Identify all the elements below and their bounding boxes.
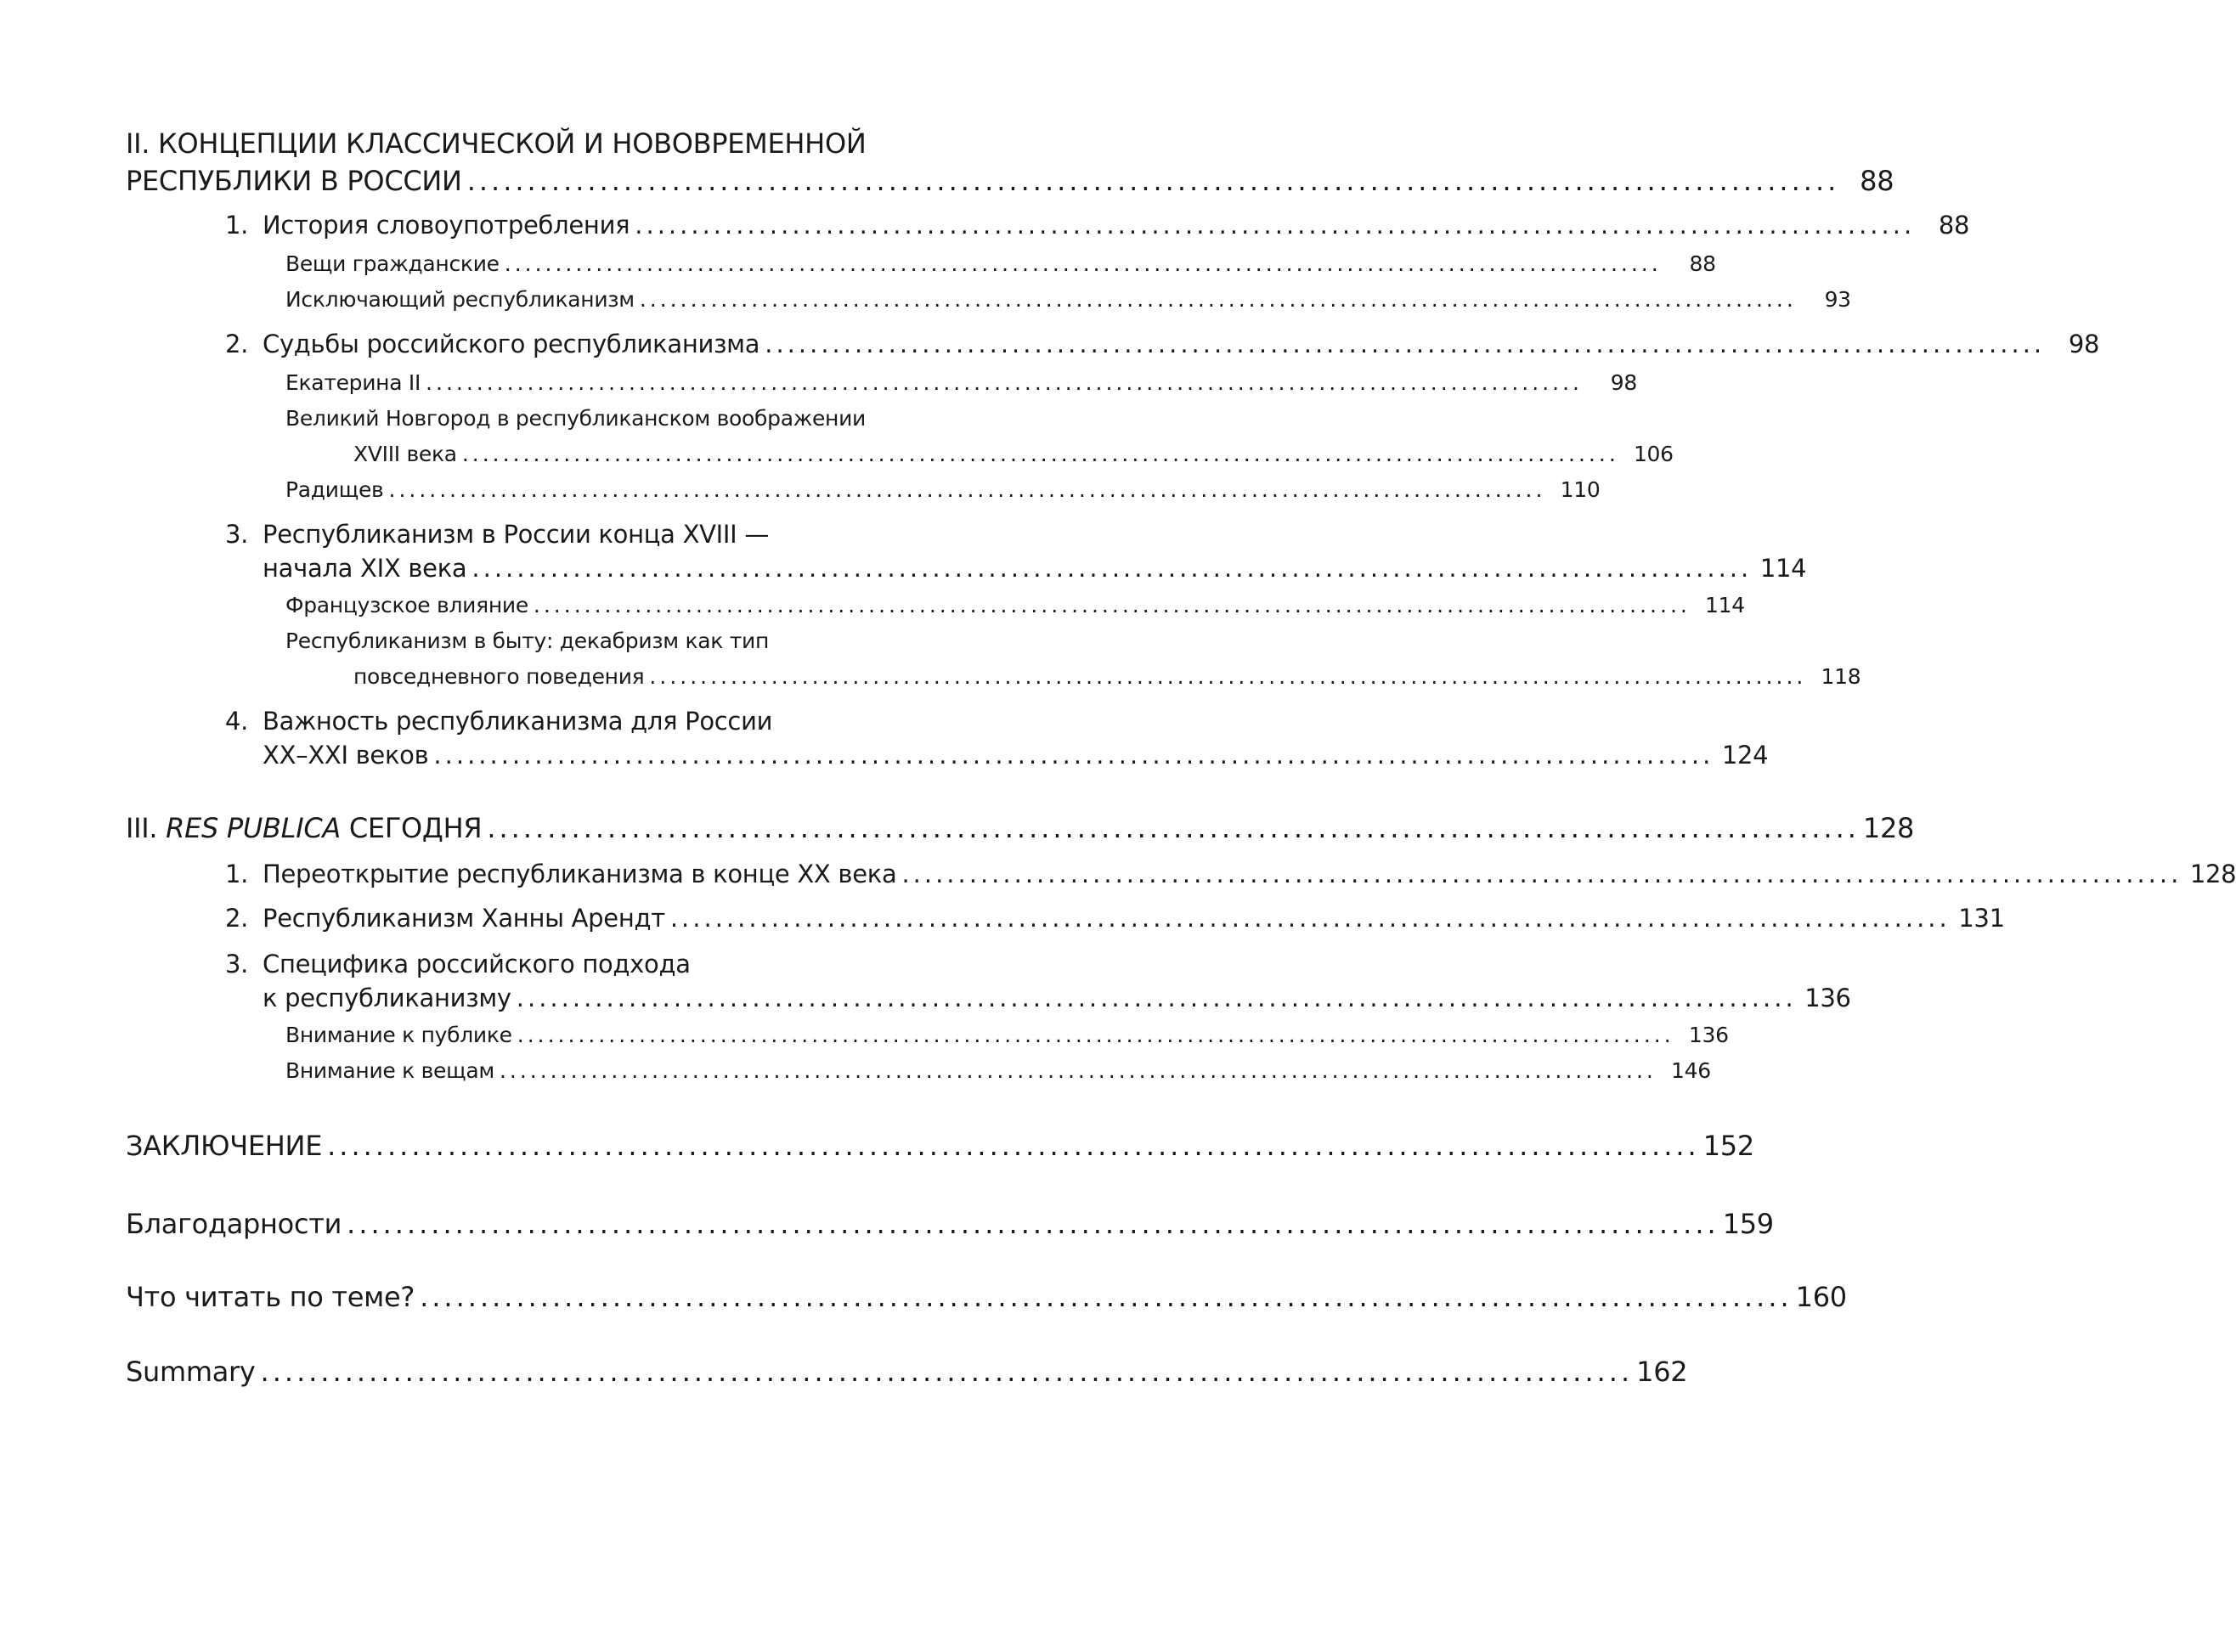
part2-title-line2: РЕСПУБЛИКИ В РОССИИ xyxy=(126,165,462,197)
section-title: Екатерина II xyxy=(285,370,421,395)
chapter-title-line2: начала XIX века xyxy=(263,554,467,583)
toc-entry-part3[interactable] xyxy=(126,812,1915,848)
toc-entry-conclusion[interactable] xyxy=(126,1130,1754,1165)
section-title: Радищев xyxy=(285,477,384,502)
toc-entry-chapter[interactable] xyxy=(225,330,2100,364)
toc-entry-section[interactable] xyxy=(285,477,1601,506)
leader-dots: .................................................................................................................. xyxy=(639,287,1797,312)
page-number: 124 xyxy=(1721,741,1769,770)
toc-entry-chapter[interactable] xyxy=(225,211,1970,245)
leader-dots: .................................................................................................................. xyxy=(466,165,1840,197)
leader-dots: .................................................................................................................. xyxy=(461,442,1619,466)
page-number: 128 xyxy=(1862,812,1915,844)
page-number: 98 xyxy=(2068,330,2100,358)
chapter-title: Республиканизм Ханны Арендт xyxy=(263,904,665,933)
leader-dots: .................................................................................................................. xyxy=(765,330,2046,358)
leader-dots: .................................................................................................................. xyxy=(487,812,1860,844)
toc-entry-section[interactable] xyxy=(285,370,1637,399)
toc-entry-chapter[interactable] xyxy=(263,984,1851,1018)
chapter-number: 3. xyxy=(225,950,249,978)
chapter-number: 2. xyxy=(225,330,249,358)
page-number: 106 xyxy=(1633,442,1674,466)
toc-entry-chapter[interactable] xyxy=(263,554,1807,588)
leader-dots: .................................................................................................................. xyxy=(420,1281,1793,1313)
page-number: 136 xyxy=(1804,984,1851,1012)
toc-entry-section[interactable] xyxy=(285,251,1716,280)
page-number: 162 xyxy=(1636,1356,1688,1388)
toc-entry-section[interactable] xyxy=(285,287,1851,316)
leader-dots: .................................................................................................................. xyxy=(499,1058,1657,1083)
page-number: 146 xyxy=(1671,1058,1711,1083)
page-number: 93 xyxy=(1824,287,1851,312)
leader-dots: .................................................................................................................. xyxy=(533,593,1691,617)
thanks-title: Благодарности xyxy=(126,1208,342,1240)
page-number: 110 xyxy=(1560,477,1601,502)
chapter-title: Переоткрытие республиканизма в конце XX века xyxy=(263,860,897,888)
section-title-line1: Республиканизм в быту: декабризм как тип xyxy=(285,629,770,653)
leader-dots: .................................................................................................................. xyxy=(901,860,2182,888)
page-number: 131 xyxy=(1958,904,2005,933)
page-number: 88 xyxy=(1689,251,1716,276)
toc-entry-section[interactable] xyxy=(285,1023,1729,1052)
section-title-line2: повседневного поведения xyxy=(353,664,645,689)
chapter-title: История словоупотребления xyxy=(263,211,630,240)
page-number: 114 xyxy=(1759,554,1807,583)
page-number: 98 xyxy=(1610,370,1637,395)
section-title-line1: Великий Новгород в республиканском воображении xyxy=(285,406,867,431)
section-title: Французское влияние xyxy=(285,593,528,617)
leader-dots: .................................................................................................................. xyxy=(426,370,1583,395)
page-number: 136 xyxy=(1688,1023,1729,1047)
page-number: 88 xyxy=(1938,211,1970,240)
toc-entry-section[interactable] xyxy=(285,1058,1711,1087)
page-number: 118 xyxy=(1821,664,1861,689)
toc-entry-section[interactable] xyxy=(353,664,1861,693)
section-title: Исключающий республиканизм xyxy=(285,287,635,312)
chapter-number: 1. xyxy=(225,211,249,240)
leader-dots: .................................................................................................................. xyxy=(635,211,1916,240)
section-title: Внимание к вещам xyxy=(285,1058,494,1083)
section-title-line2: XVIII века xyxy=(353,442,457,466)
part2-title-line1: II. КОНЦЕПЦИИ КЛАССИЧЕСКОЙ И НОВОВРЕМЕННОЙ xyxy=(126,127,867,160)
page-number: 114 xyxy=(1705,593,1745,617)
leader-dots: .................................................................................................................. xyxy=(471,554,1753,583)
part3-title: III. RES PUBLICA СЕГОДНЯ xyxy=(126,812,483,844)
chapter-title-line2: к республиканизму xyxy=(263,984,511,1012)
toc-entry-section[interactable] xyxy=(285,593,1745,622)
page-number: 159 xyxy=(1722,1208,1774,1240)
section-title: Внимание к публике xyxy=(285,1023,512,1047)
summary-title: Summary xyxy=(126,1356,256,1388)
page-number: 88 xyxy=(1860,165,1894,197)
page-number: 128 xyxy=(2189,860,2236,888)
toc-entry-chapter[interactable] xyxy=(225,860,2236,894)
chapter-title-line2: XX–XXI веков xyxy=(263,741,429,770)
leader-dots: .................................................................................................................. xyxy=(517,1023,1674,1047)
page-number: 160 xyxy=(1795,1281,1847,1313)
toc-entry-chapter[interactable] xyxy=(225,904,2005,938)
leader-dots: .................................................................................................................. xyxy=(433,741,1714,770)
toc-entry-part2[interactable] xyxy=(126,165,1894,200)
toc-entry-chapter[interactable] xyxy=(263,741,1769,775)
chapter-number: 3. xyxy=(225,520,249,549)
page-number: 152 xyxy=(1702,1130,1754,1162)
toc-entry-summary[interactable] xyxy=(126,1356,1688,1391)
chapter-title-line1: 3. Специфика российского подхода xyxy=(225,950,691,978)
section-title: Вещи гражданские xyxy=(285,251,500,276)
toc-entry-reading[interactable] xyxy=(126,1281,1847,1317)
toc-entry-section[interactable] xyxy=(353,442,1674,471)
chapter-number: 2. xyxy=(225,904,249,933)
chapter-title-line1: 4. Важность республиканизма для России xyxy=(225,707,773,736)
leader-dots: .................................................................................................................. xyxy=(347,1208,1719,1240)
toc-entry-thanks[interactable] xyxy=(126,1208,1774,1243)
chapter-title-line1: 3. Республиканизм в России конца XVIII — xyxy=(225,520,770,549)
leader-dots: .................................................................................................................. xyxy=(327,1130,1700,1162)
conclusion-title: ЗАКЛЮЧЕНИЕ xyxy=(126,1130,323,1162)
leader-dots: .................................................................................................................. xyxy=(516,984,1797,1012)
leader-dots: .................................................................................................................. xyxy=(260,1356,1634,1388)
chapter-title: Судьбы российского республиканизма xyxy=(263,330,760,358)
leader-dots: .................................................................................................................. xyxy=(388,477,1546,502)
reading-title: Что читать по теме? xyxy=(126,1281,415,1313)
leader-dots: .................................................................................................................. xyxy=(669,904,1951,933)
chapter-number: 4. xyxy=(225,707,249,736)
leader-dots: .................................................................................................................. xyxy=(649,664,1807,689)
chapter-number: 1. xyxy=(225,860,249,888)
leader-dots: .................................................................................................................. xyxy=(504,251,1662,276)
